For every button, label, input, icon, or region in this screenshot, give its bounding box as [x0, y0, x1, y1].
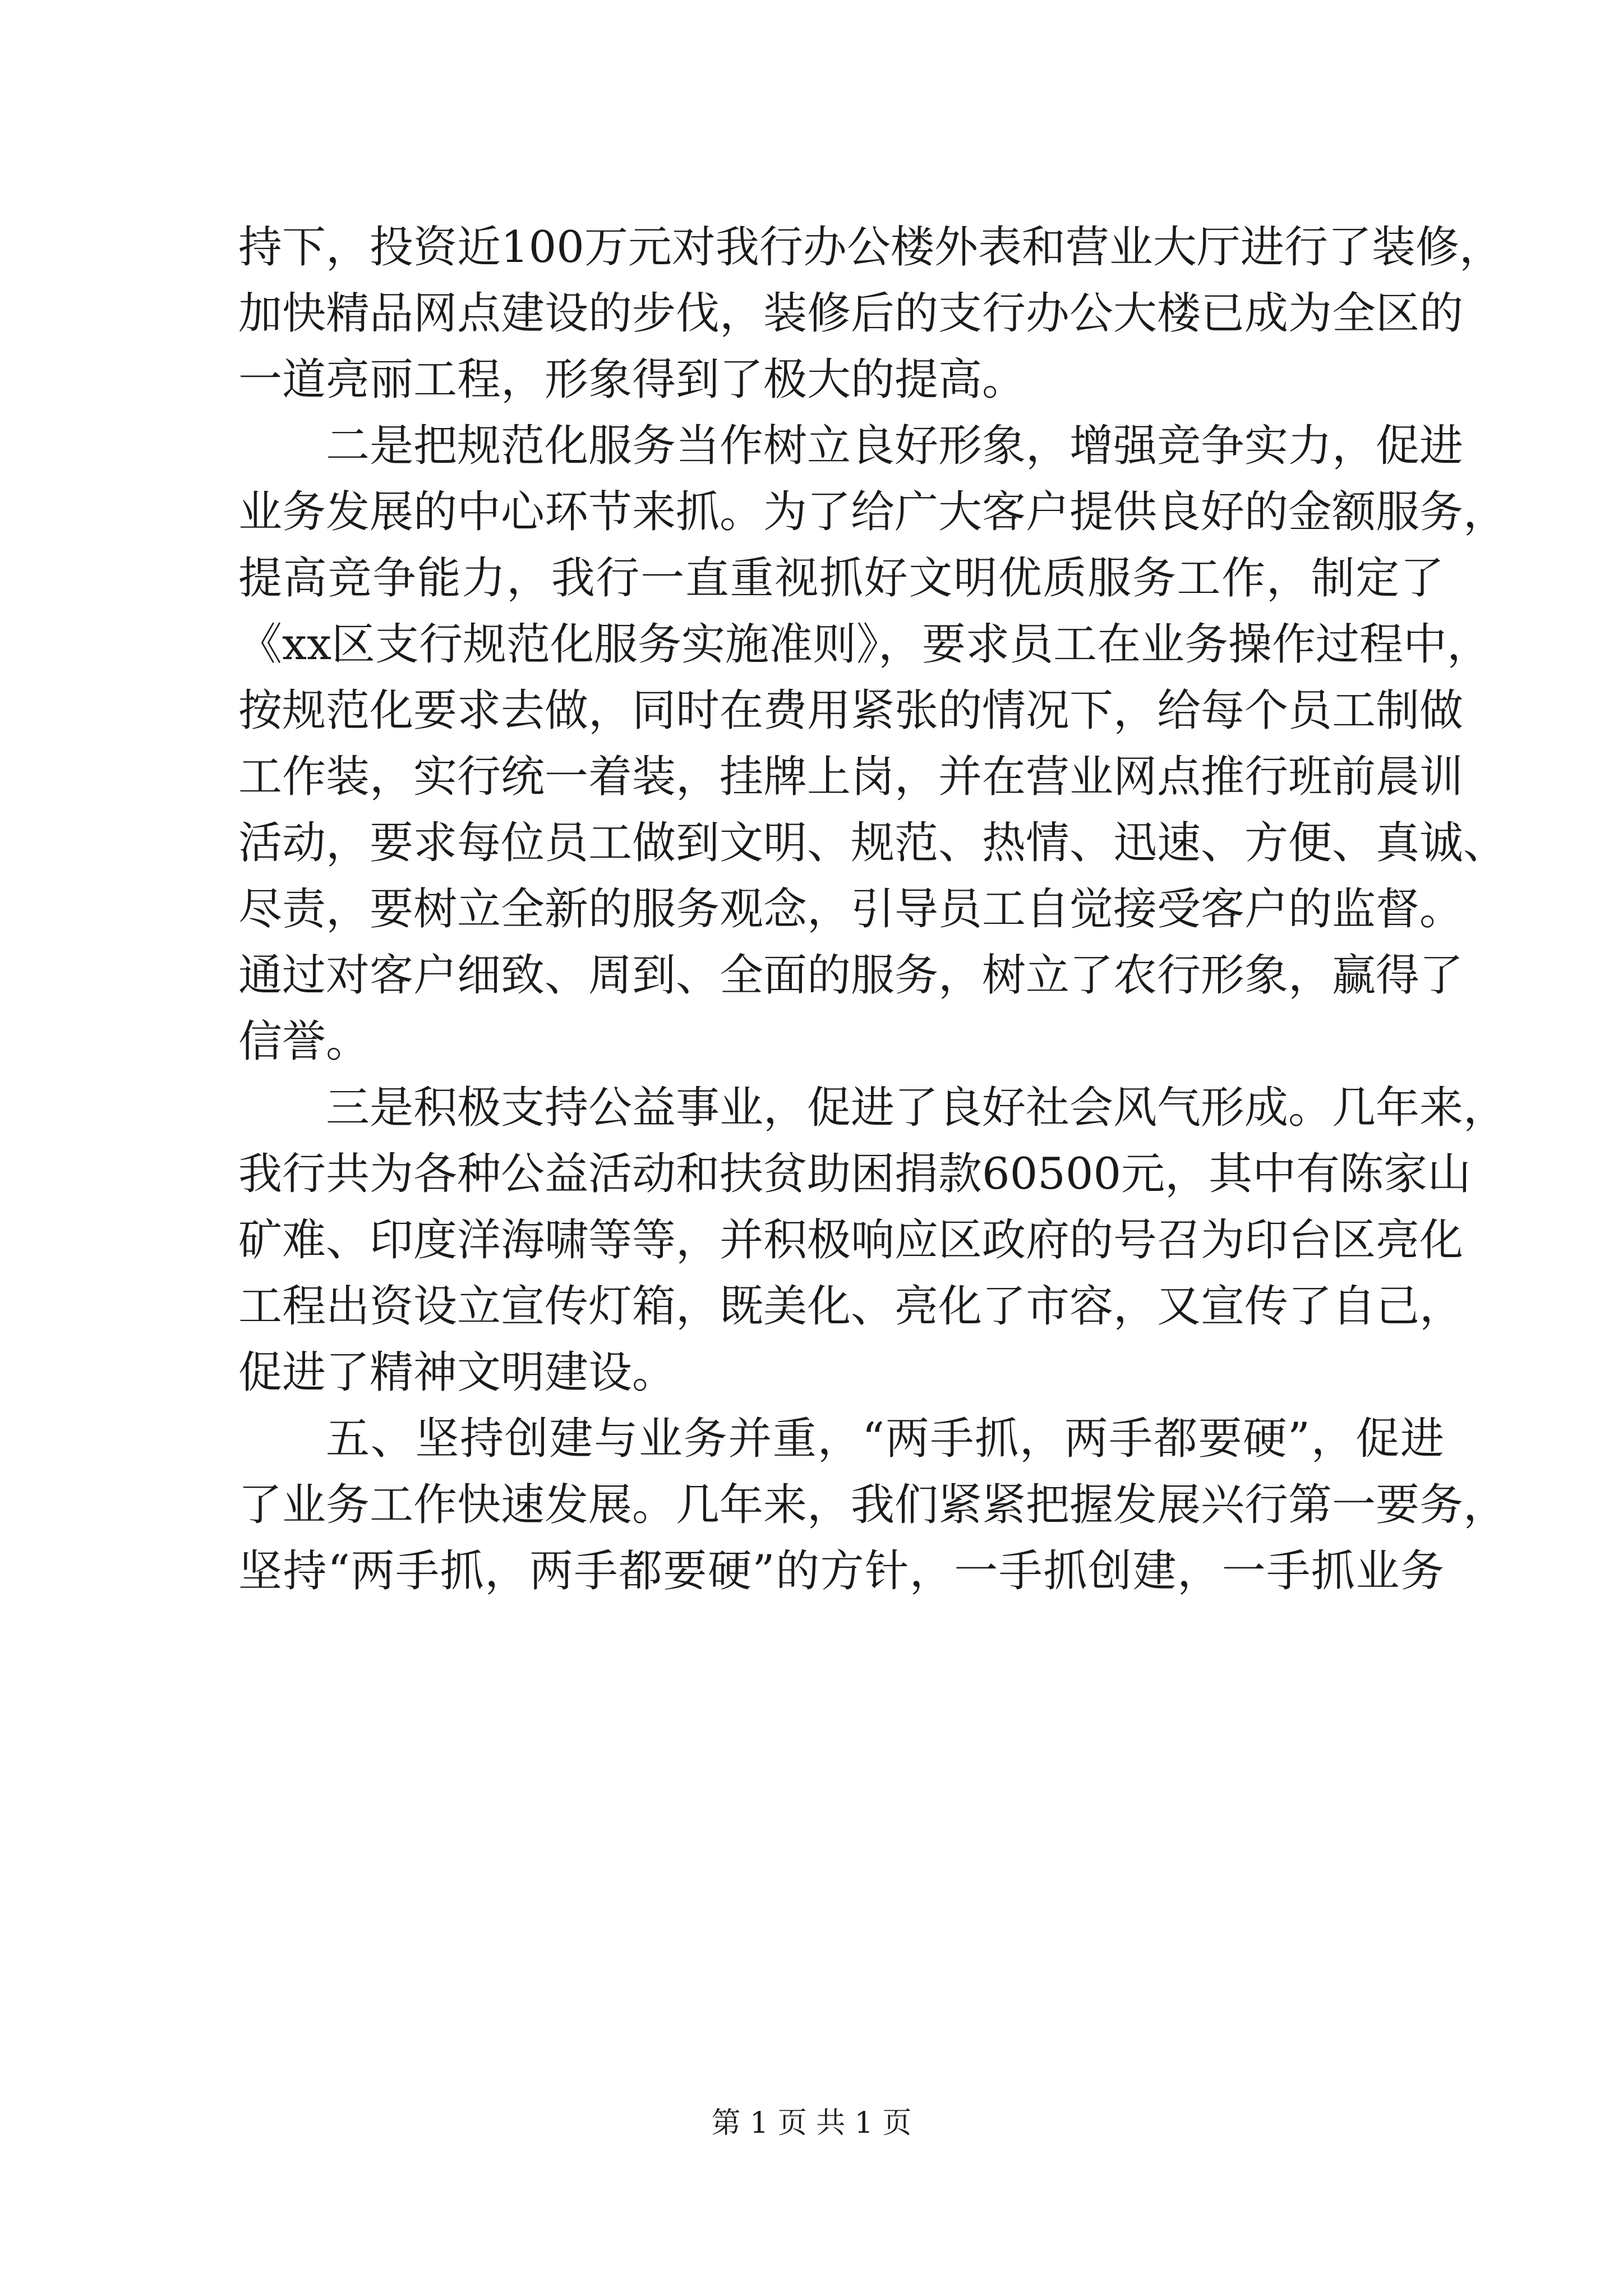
- text-line: 业务发展的中心环节来抓。为了给广大客户提供良好的金额服务，: [238, 487, 1507, 537]
- text-line: 矿难、印度洋海啸等等，并积极响应区政府的号召为印台区亮化: [238, 1215, 1464, 1266]
- text-line: 工程出资设立宣传灯箱，既美化、亮化了市容，又宣传了自己，: [238, 1281, 1464, 1332]
- text-line: 持下，投资近100万元对我行办公楼外表和营业大厅进行了装修，: [238, 222, 1503, 273]
- text-line: 加快精品网点建设的步伐，装修后的支行办公大楼已成为全区的: [238, 288, 1464, 339]
- text-line: 信誉。: [238, 1016, 370, 1067]
- text-line: 通过对客户细致、周到、全面的服务，树立了农行形象，赢得了: [238, 950, 1464, 1001]
- text-line: 我行共为各种公益活动和扶贫助困捐款60500元，其中有陈家山: [238, 1149, 1472, 1199]
- text-line: 一道亮丽工程，形象得到了极大的提高。: [238, 355, 1026, 405]
- text-line: 按规范化要求去做，同时在费用紧张的情况下，给每个员工制做: [238, 685, 1464, 736]
- paragraph-first-line: 五、坚持创建与业务并重，“两手抓，两手都要硬”，促进: [326, 1414, 1444, 1464]
- text-line: 坚持“两手抓，两手都要硬”的方针，一手抓创建，一手抓业务: [238, 1546, 1444, 1596]
- text-line: 工作装，实行统一着装，挂牌上岗，并在营业网点推行班前晨训: [238, 752, 1464, 802]
- document-body: [238, 214, 1507, 1604]
- page-number-label: 第 1 页 共 1 页: [711, 2106, 912, 2140]
- text-line: 了业务工作快速发展。几年来，我们紧紧把握发展兴行第一要务，: [238, 1480, 1507, 1530]
- text-line: 《xx区支行规范化服务实施准则》，要求员工在业务操作过程中，: [238, 619, 1491, 670]
- page-footer: [0, 2106, 1623, 2140]
- paragraph-first-line: 二是把规范化服务当作树立良好形象，增强竞争实力，促进: [326, 421, 1464, 471]
- paragraph-first-line: 三是积极支持公益事业，促进了良好社会风气形成。几年来，: [326, 1083, 1507, 1133]
- text-line: 尽责，要树立全新的服务观念，引导员工自觉接受客户的监督。: [238, 884, 1464, 935]
- text-line: 提高竞争能力，我行一直重视抓好文明优质服务工作，制定了: [238, 553, 1444, 604]
- text-line: 活动，要求每位员工做到文明、规范、热情、迅速、方便、真诚、: [238, 818, 1507, 868]
- text-line: 促进了精神文明建设。: [238, 1347, 676, 1398]
